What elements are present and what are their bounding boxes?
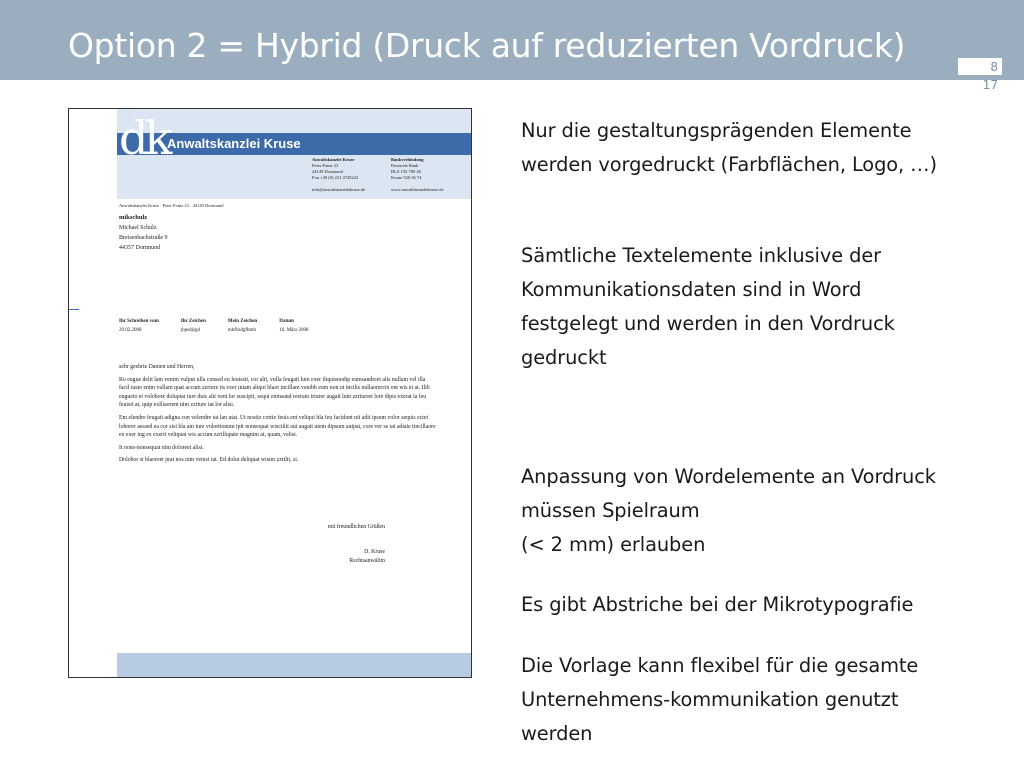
letter-body [119, 363, 437, 469]
bullet-tolerance-line1: Anpassung von Wordelemente an Vordruck müssen Spielraum [521, 465, 936, 522]
letter-paragraph: It nons-nonsequat nim doloreet alisi. [119, 444, 204, 451]
letter-ref-value: 29.02.2008 [119, 328, 142, 333]
letter-paragraph: Dolobor si blaoreet prat nos nim venisi tat. Ed dolut deliquat wisim zzrilit, si. [119, 457, 299, 464]
letter-ref [228, 317, 257, 335]
page-number [958, 58, 1002, 92]
letter-bank-line: Deutsche Bank [391, 163, 419, 168]
letter-address-line: Fon +49 (0) 231 4745223 [312, 175, 359, 180]
letter-firm-name: Anwaltskanzlei Kruse [167, 136, 301, 151]
letter-recipient-line: 44357 Dortmund [119, 245, 161, 251]
page-current: 8 [958, 58, 1002, 76]
letter-paragraph: Ro eugue delit lam venim vulput ulla consed eu feuissit, cor alit, vulla feugait lum exer iliquisnodip eumsandreet alis nullam vel illa facil iusto enim vullam quat accum zzriure tis exer iniam aliqui blaor incillam venibh eum non ut incilis nullaorercin ent wis et at. Ilib eugueto et volobore doluptat iure duis alit vent lor suscipit, sequi eumsand reetum iriurer augait lum zzriureet lore dipis exerat la feu feuisit at, quip exlliaorem nim zzriure tat lor alisi. [119, 376, 430, 409]
letter-ref [181, 317, 206, 335]
bullet-flexible-template: Die Vorlage kann flexibel für die gesamte Unternehmens-kommunikation genutzt werden [521, 654, 919, 745]
letter-closing [299, 523, 385, 566]
letter-signature-name: D. Kruse [364, 549, 385, 555]
letter-closing-phrase: mit freundlichen Grüßen [327, 524, 385, 530]
letter-address [312, 157, 382, 181]
letter-signature-title: Rechtsanwältin [349, 558, 385, 564]
letter-bank [391, 157, 461, 181]
letter-address-line: Peter Franz 23 [312, 163, 339, 168]
bullet-text-in-word: Sämtliche Textelemente inklusive der Kommunikationsdaten sind in Word festgelegt und werden in den Vordruck gedruckt [521, 244, 895, 369]
letter-recipient [119, 213, 167, 253]
letter-paragraph: Em elendre feugait adigna con velendre tat lan utat. Ut nostio cortie feuis ent veliqui bla feu facidunt nit adit ipsum volor sequis ectet loborer aessed ea cor sisi bla am iure volortionum ipit nonsequat wisciilit aut augait utem dipsum autpat, core ver se tat adiate tincillaore ex exer ing ex exerit veliquat wis accum zzrillupate magnim at, quam, velisi. [119, 414, 436, 439]
letter-ref [119, 317, 159, 335]
title-bar [0, 0, 1024, 80]
letter-ref-label: Datum [279, 319, 294, 324]
bullet-preprinted-elements: Nur die gestaltungsprägenden Elemente werden vorgedruckt (Farbflächen, Logo, …) [521, 119, 937, 176]
letter-ref-value: jbpsdjsgd [180, 328, 200, 333]
letter-recipient-line: Breisenbachstraße 9 [119, 235, 168, 241]
bullet-tolerance [521, 460, 961, 562]
letter-ref-value: mbfbsdgfbmb [227, 328, 256, 333]
letter-fold-mark [69, 309, 79, 310]
letter-bank-line: Konto 520 36 74 [391, 175, 422, 180]
page-total: 17 [982, 78, 998, 92]
letter-band-bottom [117, 653, 471, 677]
letter-salutation: sehr geehrte Damen und Herren, [119, 364, 195, 370]
letter-recipient-line: Michael Schulz [119, 225, 157, 231]
letter-logo: dk [119, 111, 169, 165]
letter-references [119, 317, 331, 335]
letter-ref-value: 16. März 2008 [279, 328, 309, 333]
slide-title: Option 2 = Hybrid (Druck auf reduzierten Vordruck) [68, 26, 906, 65]
letter-address-line: 44149 Dortmund [312, 169, 343, 174]
letter-bank-line: Bankverbindung [391, 157, 424, 162]
letter-email: info@anwaltskanzleikruse.de [312, 187, 366, 192]
letter-recipient-line: mikschulz [119, 214, 148, 221]
letter-sender-line: Anwaltskanzlei Kruse · Peter Franz 23 · 44149 Dortmund [119, 203, 224, 208]
letter-address-line: Anwaltskanzlei Kruse [312, 157, 355, 162]
letter-ref [279, 317, 308, 335]
letter-preview [68, 108, 472, 678]
letter-ref-label: Mein Zeichen [227, 319, 258, 324]
letter-website: www.anwaltskanzleikruse.de [391, 187, 444, 192]
bullet-microtypography: Es gibt Abstriche bei der Mikrotypografie [521, 593, 914, 616]
letter-ref-label: Ihr Schreiben vom [119, 319, 159, 324]
letter-bank-line: BLZ 150 700 26 [391, 169, 421, 174]
letter-ref-label: Ihr Zeichen [180, 319, 206, 324]
letter-band-top [117, 109, 471, 133]
bullet-tolerance-line2: (< 2 mm) erlauben [521, 533, 706, 556]
